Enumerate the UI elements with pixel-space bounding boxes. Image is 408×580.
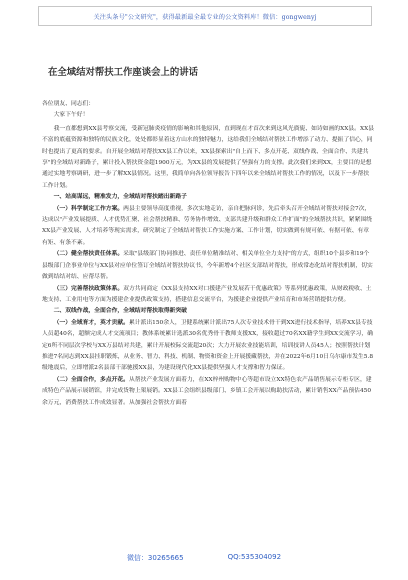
document-body bbox=[42, 99, 374, 409]
paragraph-2-1-text: 累计派出150余人，卫健系统累计派出75人次专业技术骨干到XX进行技术指导，培养XX县专技人员超40名，超额完成人才交流项目；教体系统累计选派30名优秀骨干教师支援XX，接收超过70名XX籍学生到XX交流学习，确定6所不同层次学校与XX万县结对共建，累计开展校际交流超20次；大力开展农业技能培训，培训技讲人员45人；按照帮扶计划推进7名同志到XX县挂职锻炼，从业务、智力、科技、机制、物资和资金上开展援藏帮扶，并在2022年6月10日乌尔康市发生5.8级地震后，立即增派2名县部干部驰援XX县，为建设现代化XX县提供坚强人才支撑和智力保证。 bbox=[42, 319, 374, 372]
document-title: 在全域结对帮扶工作座谈会上的讲话 bbox=[48, 67, 199, 78]
paragraph-2-2 bbox=[42, 375, 374, 409]
promo-banner bbox=[38, 6, 372, 26]
paragraph-1-1-text: 两县主要领导高度重视，多次实地走访，亲自把脉问诊，先后牵头召开全域结对帮扶对接会7次，达成以"产业发展提质、人才优势汇聚、社会帮扶精准、劳务协作增效、支部共建升级和群众工作扩面"的全域帮扶共识，紧紧围绕XX县产业发展、人才培养等现实需求，研究制定了全域结对帮扶工作实施方案、工作计划，切实做到有规可依、有据可依、有章有矩、有条不紊。 bbox=[42, 205, 372, 246]
salutation: 大家下午好！ bbox=[53, 112, 89, 119]
paragraph-2-1 bbox=[42, 318, 374, 375]
paragraph-1-2 bbox=[42, 249, 374, 283]
paragraph-intro: 我一直都想到XX县考察交流，受新冠肺炎疫情的影响和其他原因，直到现在才首次来到这风光旖旎、如诗如画的XX县。XX县不富的底蕴资源和独特的民族文化，处处都彰显着这方山水的独特魅力，这给我们全域结对帮扶工作增添了动力、提振了信心，同时也提出了更高的要求。自开展全域结对帮扶XX县工作以来，XX县探索出"自上而下、多点开花、双线作战、全面合作、共建共享"的全域结对新路子，累计投入帮扶资金超1900万元，为XX县的发展提供了坚强有力的支撑。此次我们来到XX，主要目的是想通过实地考察调研，进一步了解XX县情况。这里，我简单向各位领导报告下四年以来全域结对帮扶工作的情况，以及下一步帮扶工作计划。 bbox=[42, 125, 374, 189]
subheading-2-2: （二）全面合作，多点开花。 bbox=[53, 376, 129, 383]
promo-banner-text: 关注头条号"公文研究"，获得最新最全最专业的公文资料库！微信：gongwenyj bbox=[93, 13, 317, 21]
subheading-1-1: （一）科学制定工作方案。 bbox=[53, 205, 124, 212]
paragraph-2-2-text: 从帮扶产业发展方面着力，在XX梓州购物中心等超市设立XX特色农产品销售展示专柜专区，建成特色产品展示展销馆，并完成货物上架展销。XX县工会组织县级部门、乡镇工会开展以购助扶活动，累计销售XX产品预估450余万元，消费帮扶工作成效显著。从加强社会帮扶方面着 bbox=[42, 376, 372, 406]
paragraph-1-3 bbox=[42, 284, 374, 307]
section-heading-2: 二、双线作战，全面合作，全域结对帮扶取得新突破 bbox=[53, 308, 187, 315]
contact-footer bbox=[0, 553, 408, 563]
footer-wechat: 微信：30265665 bbox=[126, 554, 184, 562]
subheading-2-1: （一）全域育才，英才贡献。 bbox=[53, 319, 129, 326]
subheading-1-2: （二）健全帮扶责任体系。 bbox=[53, 251, 124, 258]
footer-qq: QQ:535304092 bbox=[227, 553, 282, 561]
section-heading-1: 一、站高谋远，精准发力，全域结对帮扶踏出新路子 bbox=[53, 194, 187, 201]
paragraph-1-2-text: 采取"县级部门协同推进、责任单位精准结对、相关单位全力支持"的方式，组织10个县乡和19个县级部门企事业单位与XX县对应单位签订全域结对帮扶协议书，今年新增4个社区支部结对帮扶，形成常态化结对帮扶机制，切实做到结结对结、应帮尽帮。 bbox=[42, 251, 373, 281]
greeting: 各位朋友、同志们： bbox=[42, 101, 95, 107]
paragraph-1-1 bbox=[42, 204, 374, 250]
paragraph-1-3-text: 双方共同商定《XX县支持XX对口援建产业发展若干优惠政策》等系列优惠政策，从财政税收、土地支持、工业用电等方面为援建企业提供政策支持，搭建信息交流平台，为援建企业提供产业培育和市场营销提供方便。 bbox=[42, 285, 372, 303]
subheading-1-3: （三）完善帮扶政策体系。 bbox=[53, 285, 124, 292]
